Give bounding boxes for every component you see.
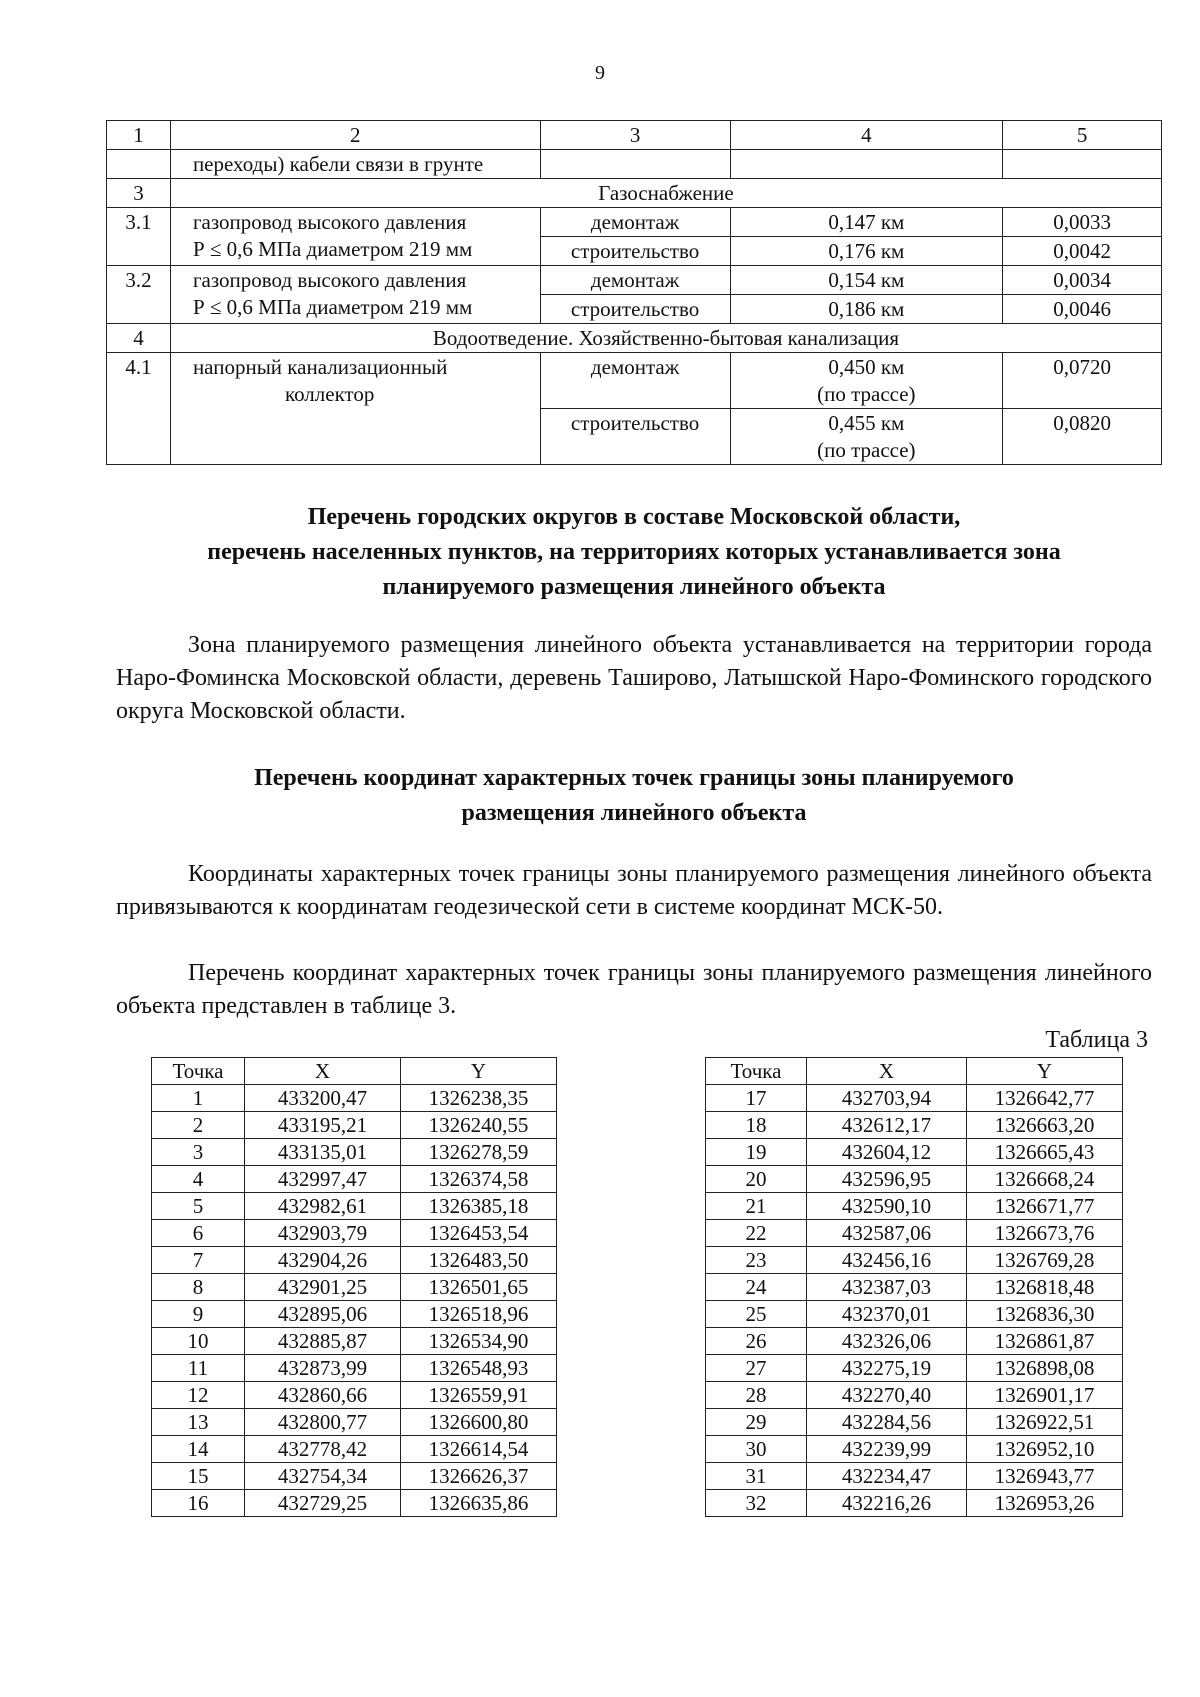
item-description: напорный канализационный коллектор [170, 353, 540, 465]
table-row [706, 1463, 1123, 1490]
table-row [706, 1382, 1123, 1409]
x-coordinate: 432997,47 [245, 1166, 401, 1193]
y-coordinate: 1326626,37 [401, 1463, 557, 1490]
facilities-table [106, 120, 1162, 465]
x-coordinate: 432234,47 [807, 1463, 967, 1490]
header-cell: Y [401, 1058, 557, 1085]
point-number: 1 [152, 1085, 245, 1112]
header-cell: X [807, 1058, 967, 1085]
length-cell: 0,450 км (по трассе) [730, 353, 1003, 409]
x-coordinate: 432895,06 [245, 1301, 401, 1328]
y-coordinate: 1326668,24 [967, 1166, 1123, 1193]
table-row [706, 1436, 1123, 1463]
point-number: 26 [706, 1328, 807, 1355]
table-row [706, 1301, 1123, 1328]
table-row [107, 266, 1162, 295]
section2-heading: Перечень координат характерных точек границы зоны планируемого размещения линейного объекта [254, 765, 1014, 826]
x-coordinate: 432216,26 [807, 1490, 967, 1517]
table-row [706, 1193, 1123, 1220]
table-row [152, 1220, 557, 1247]
section-title: Газоснабжение [170, 179, 1161, 208]
point-number: 20 [706, 1166, 807, 1193]
header-cell: Y [967, 1058, 1123, 1085]
point-number: 29 [706, 1409, 807, 1436]
x-coordinate: 432370,01 [807, 1301, 967, 1328]
y-coordinate: 1326635,86 [401, 1490, 557, 1517]
point-number: 7 [152, 1247, 245, 1274]
section-title: Водоотведение. Хозяйственно-бытовая канализация [170, 324, 1161, 353]
length-cell: 0,455 км (по трассе) [730, 409, 1003, 465]
x-coordinate: 432239,99 [807, 1436, 967, 1463]
x-coordinate: 433135,01 [245, 1139, 401, 1166]
point-number: 25 [706, 1301, 807, 1328]
point-number: 5 [152, 1193, 245, 1220]
y-coordinate: 1326600,80 [401, 1409, 557, 1436]
item-number: 3.2 [107, 266, 171, 324]
point-number: 23 [706, 1247, 807, 1274]
y-coordinate: 1326559,91 [401, 1382, 557, 1409]
point-number: 30 [706, 1436, 807, 1463]
continuation-cell: переходы) кабели связи в грунте [170, 150, 540, 179]
x-coordinate: 432604,12 [807, 1139, 967, 1166]
point-number: 14 [152, 1436, 245, 1463]
section-number: 4 [107, 324, 171, 353]
section2-paragraph-2: Перечень координат характерных точек границы зоны планируемого размещения линейного объекта представлен в таблице 3. [116, 960, 1152, 1019]
x-coordinate: 432456,16 [807, 1247, 967, 1274]
table-row [706, 1220, 1123, 1247]
table-caption: Таблица 3 [1045, 1027, 1148, 1053]
area-cell: 0,0034 [1003, 266, 1162, 295]
table-row [706, 1112, 1123, 1139]
y-coordinate: 1326818,48 [967, 1274, 1123, 1301]
header-cell: Точка [152, 1058, 245, 1085]
section1-heading: Перечень городских округов в составе Московской области, перечень населенных пунктов, на территориях которых устанавливается зона планируемого размещения линейного объекта [207, 504, 1061, 600]
x-coordinate: 432284,56 [807, 1409, 967, 1436]
table-row [706, 1355, 1123, 1382]
x-coordinate: 432754,34 [245, 1463, 401, 1490]
area-cell: 0,0820 [1003, 409, 1162, 465]
table-row [706, 1274, 1123, 1301]
action-cell: строительство [540, 409, 730, 465]
x-coordinate: 432873,99 [245, 1355, 401, 1382]
point-number: 27 [706, 1355, 807, 1382]
section-row [107, 179, 1162, 208]
y-coordinate: 1326901,17 [967, 1382, 1123, 1409]
item-description: газопровод высокого давления Р ≤ 0,6 МПа диаметром 219 мм [170, 208, 540, 266]
y-coordinate: 1326836,30 [967, 1301, 1123, 1328]
table-row [706, 1166, 1123, 1193]
table-row [152, 1274, 557, 1301]
action-cell: демонтаж [540, 208, 730, 237]
table-row [152, 1193, 557, 1220]
y-coordinate: 1326953,26 [967, 1490, 1123, 1517]
table-row [706, 1328, 1123, 1355]
header-cell: Точка [706, 1058, 807, 1085]
table-row [152, 1166, 557, 1193]
y-coordinate: 1326769,28 [967, 1247, 1123, 1274]
area-cell: 0,0033 [1003, 208, 1162, 237]
table-row [152, 1139, 557, 1166]
y-coordinate: 1326548,93 [401, 1355, 557, 1382]
table-row [152, 1436, 557, 1463]
x-coordinate: 432703,94 [807, 1085, 967, 1112]
x-coordinate: 432275,19 [807, 1355, 967, 1382]
table-row [107, 208, 1162, 237]
point-number: 24 [706, 1274, 807, 1301]
length-cell: 0,147 км [730, 208, 1003, 237]
table-header-row [107, 121, 1162, 150]
table-row [107, 150, 1162, 179]
table-row [152, 1409, 557, 1436]
length-cell: 0,154 км [730, 266, 1003, 295]
table-row [706, 1139, 1123, 1166]
table-row [152, 1328, 557, 1355]
y-coordinate: 1326374,58 [401, 1166, 557, 1193]
y-coordinate: 1326453,54 [401, 1220, 557, 1247]
table-row [152, 1382, 557, 1409]
y-coordinate: 1326518,96 [401, 1301, 557, 1328]
length-cell: 0,176 км [730, 237, 1003, 266]
x-coordinate: 432982,61 [245, 1193, 401, 1220]
table-row [107, 353, 1162, 409]
x-coordinate: 432270,40 [807, 1382, 967, 1409]
point-number: 11 [152, 1355, 245, 1382]
x-coordinate: 432612,17 [807, 1112, 967, 1139]
x-coordinate: 432729,25 [245, 1490, 401, 1517]
area-cell: 0,0042 [1003, 237, 1162, 266]
point-number: 32 [706, 1490, 807, 1517]
item-number: 4.1 [107, 353, 171, 465]
table-row [152, 1463, 557, 1490]
point-number: 2 [152, 1112, 245, 1139]
section-row [107, 324, 1162, 353]
page-number: 9 [595, 62, 605, 84]
y-coordinate: 1326483,50 [401, 1247, 557, 1274]
y-coordinate: 1326861,87 [967, 1328, 1123, 1355]
y-coordinate: 1326671,77 [967, 1193, 1123, 1220]
point-number: 31 [706, 1463, 807, 1490]
point-number: 13 [152, 1409, 245, 1436]
x-coordinate: 433200,47 [245, 1085, 401, 1112]
header-cell: 5 [1003, 121, 1162, 150]
point-number: 3 [152, 1139, 245, 1166]
point-number: 17 [706, 1085, 807, 1112]
point-number: 10 [152, 1328, 245, 1355]
length-cell: 0,186 км [730, 295, 1003, 324]
y-coordinate: 1326238,35 [401, 1085, 557, 1112]
y-coordinate: 1326898,08 [967, 1355, 1123, 1382]
header-cell: 3 [540, 121, 730, 150]
section2-paragraph-1: Координаты характерных точек границы зоны планируемого размещения линейного объекта привязываются к координатам геодезической сети в системе координат МСК-50. [116, 861, 1152, 920]
section1-paragraph: Зона планируемого размещения линейного объекта устанавливается на территории города Наро-Фоминска Московской области, деревень Таширово, Латышской Наро-Фоминского городского округа Московской области. [116, 632, 1152, 724]
header-cell: X [245, 1058, 401, 1085]
section-number: 3 [107, 179, 171, 208]
y-coordinate: 1326278,59 [401, 1139, 557, 1166]
point-number: 15 [152, 1463, 245, 1490]
header-cell: 4 [730, 121, 1003, 150]
table-row [706, 1085, 1123, 1112]
area-cell: 0,0720 [1003, 353, 1162, 409]
x-coordinate: 432387,03 [807, 1274, 967, 1301]
y-coordinate: 1326501,65 [401, 1274, 557, 1301]
y-coordinate: 1326665,43 [967, 1139, 1123, 1166]
point-number: 4 [152, 1166, 245, 1193]
x-coordinate: 433195,21 [245, 1112, 401, 1139]
table-row [152, 1112, 557, 1139]
x-coordinate: 432885,87 [245, 1328, 401, 1355]
y-coordinate: 1326240,55 [401, 1112, 557, 1139]
table-header-row [152, 1058, 557, 1085]
table-header-row [706, 1058, 1123, 1085]
action-cell: демонтаж [540, 353, 730, 409]
x-coordinate: 432587,06 [807, 1220, 967, 1247]
x-coordinate: 432860,66 [245, 1382, 401, 1409]
table-row [152, 1301, 557, 1328]
point-number: 22 [706, 1220, 807, 1247]
x-coordinate: 432903,79 [245, 1220, 401, 1247]
action-cell: демонтаж [540, 266, 730, 295]
x-coordinate: 432326,06 [807, 1328, 967, 1355]
y-coordinate: 1326673,76 [967, 1220, 1123, 1247]
y-coordinate: 1326943,77 [967, 1463, 1123, 1490]
coordinates-table-right [705, 1057, 1123, 1517]
y-coordinate: 1326385,18 [401, 1193, 557, 1220]
point-number: 21 [706, 1193, 807, 1220]
coordinates-table-left [151, 1057, 557, 1517]
x-coordinate: 432901,25 [245, 1274, 401, 1301]
point-number: 18 [706, 1112, 807, 1139]
point-number: 9 [152, 1301, 245, 1328]
table-row [706, 1490, 1123, 1517]
action-cell: строительство [540, 237, 730, 266]
point-number: 16 [152, 1490, 245, 1517]
point-number: 12 [152, 1382, 245, 1409]
x-coordinate: 432590,10 [807, 1193, 967, 1220]
y-coordinate: 1326614,54 [401, 1436, 557, 1463]
point-number: 6 [152, 1220, 245, 1247]
y-coordinate: 1326534,90 [401, 1328, 557, 1355]
y-coordinate: 1326952,10 [967, 1436, 1123, 1463]
area-cell: 0,0046 [1003, 295, 1162, 324]
table-row [706, 1409, 1123, 1436]
x-coordinate: 432596,95 [807, 1166, 967, 1193]
x-coordinate: 432778,42 [245, 1436, 401, 1463]
header-cell: 1 [107, 121, 171, 150]
y-coordinate: 1326922,51 [967, 1409, 1123, 1436]
point-number: 8 [152, 1274, 245, 1301]
header-cell: 2 [170, 121, 540, 150]
y-coordinate: 1326642,77 [967, 1085, 1123, 1112]
table-row [152, 1085, 557, 1112]
item-number: 3.1 [107, 208, 171, 266]
point-number: 19 [706, 1139, 807, 1166]
table-row [152, 1490, 557, 1517]
table-row [152, 1247, 557, 1274]
y-coordinate: 1326663,20 [967, 1112, 1123, 1139]
x-coordinate: 432904,26 [245, 1247, 401, 1274]
x-coordinate: 432800,77 [245, 1409, 401, 1436]
point-number: 28 [706, 1382, 807, 1409]
table-row [152, 1355, 557, 1382]
item-description: газопровод высокого давления Р ≤ 0,6 МПа диаметром 219 мм [170, 266, 540, 324]
table-row [706, 1247, 1123, 1274]
action-cell: строительство [540, 295, 730, 324]
